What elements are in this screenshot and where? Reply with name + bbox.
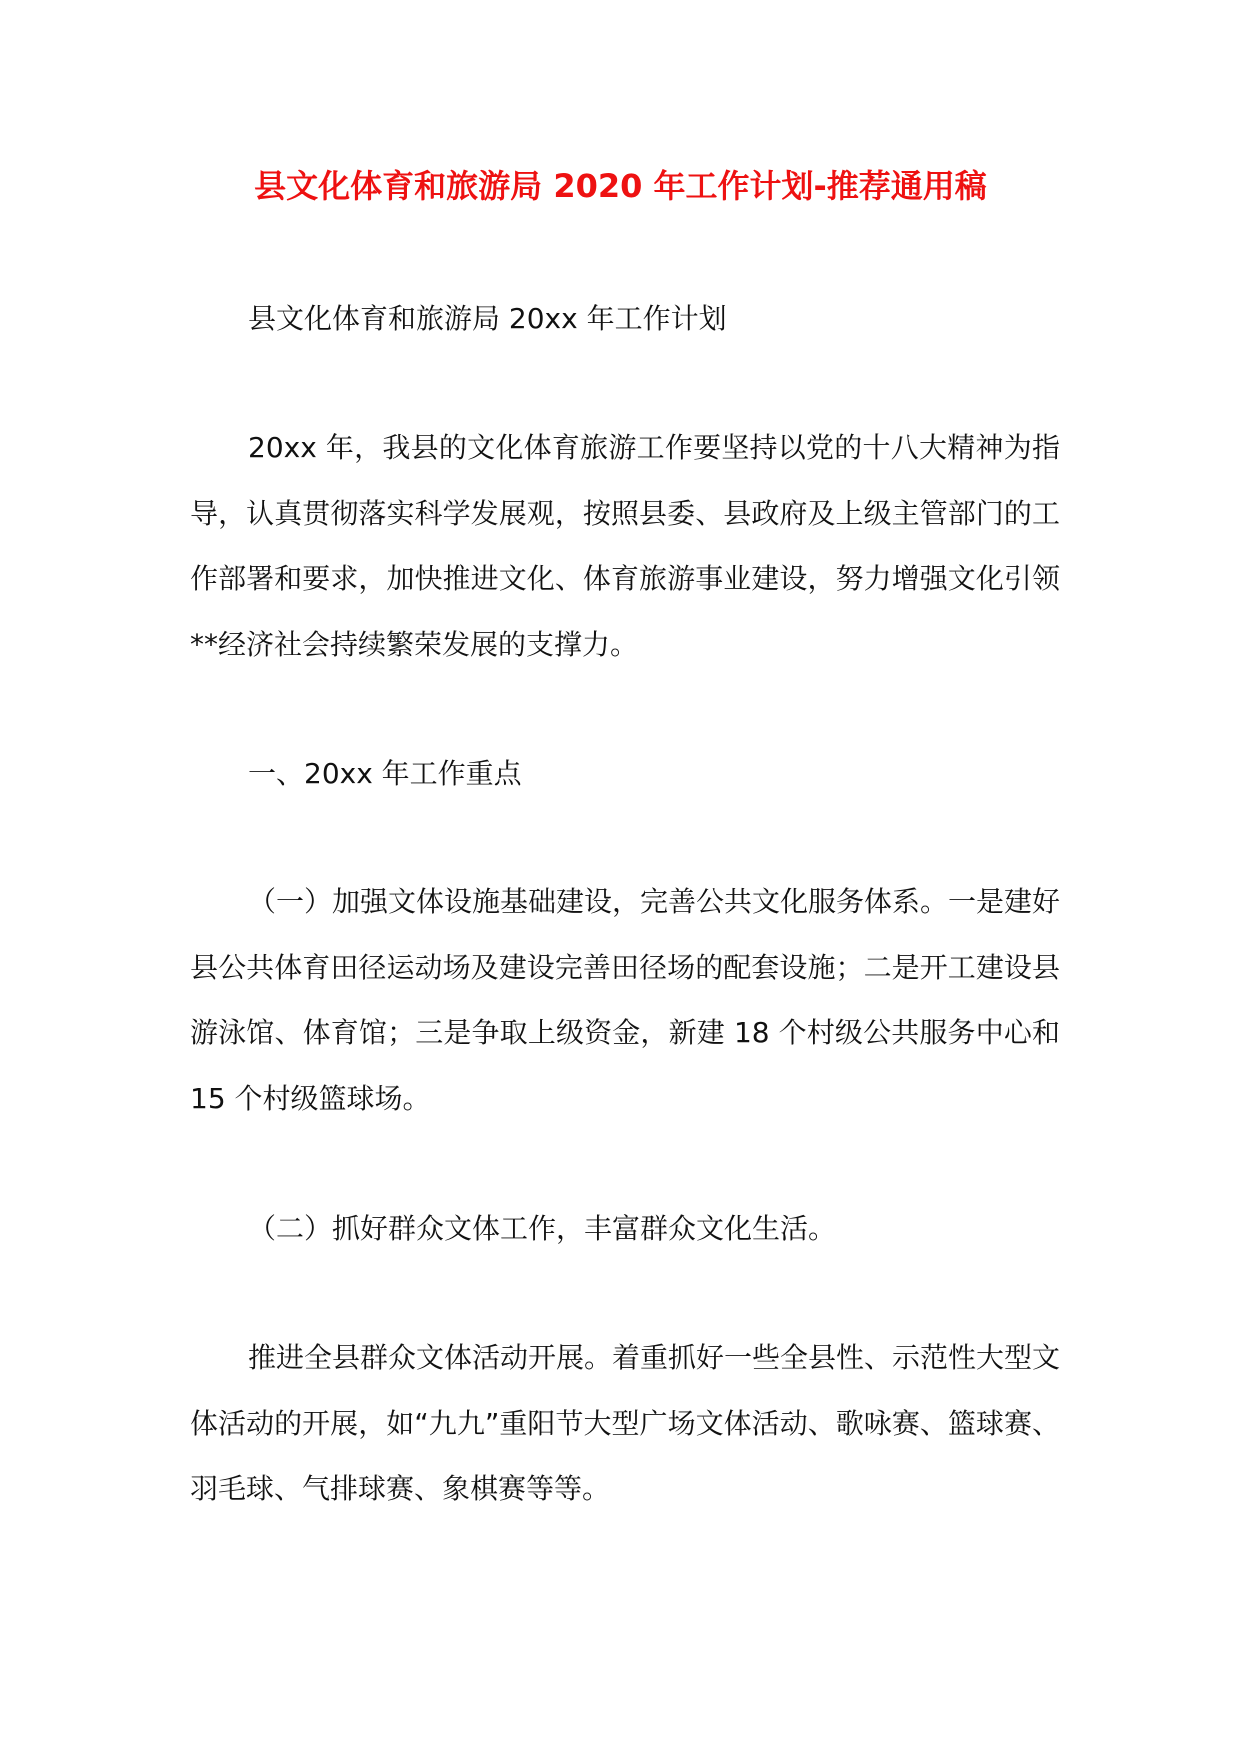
document-title: 县文化体育和旅游局 2020 年工作计划-推荐通用稿 (254, 167, 987, 205)
activities-paragraph: 推进全县群众文体活动开展。着重抓好一些全县性、示范性大型文体活动的开展，如“九九”重阳节大型广场文体活动、歌咏赛、篮球赛、羽毛球、气排球赛、象棋赛等等。 (190, 1341, 1061, 1505)
item-2-paragraph: （二）抓好群众文体工作，丰富群众文化生活。 (248, 1212, 837, 1245)
item-1-paragraph: （一）加强文体设施基础建设，完善公共文化服务体系。一是建好县公共体育田径运动场及建设完善田径场的配套设施；二是开工建设县游泳馆、体育馆；三是争取上级资金，新建 18 个村级公共服务中心和 15 个村级篮球场。 (190, 885, 1061, 1115)
subtitle-paragraph: 县文化体育和旅游局 20xx 年工作计划 (248, 302, 727, 335)
section-heading-1: 一、20xx 年工作重点 (248, 757, 522, 790)
intro-paragraph: 20xx 年，我县的文化体育旅游工作要坚持以党的十八大精神为指导，认真贯彻落实科学发展观，按照县委、县政府及上级主管部门的工作部署和要求，加快推进文化、体育旅游事业建设，努力增强文化引领**经济社会持续繁荣发展的支撑力。 (190, 431, 1060, 661)
